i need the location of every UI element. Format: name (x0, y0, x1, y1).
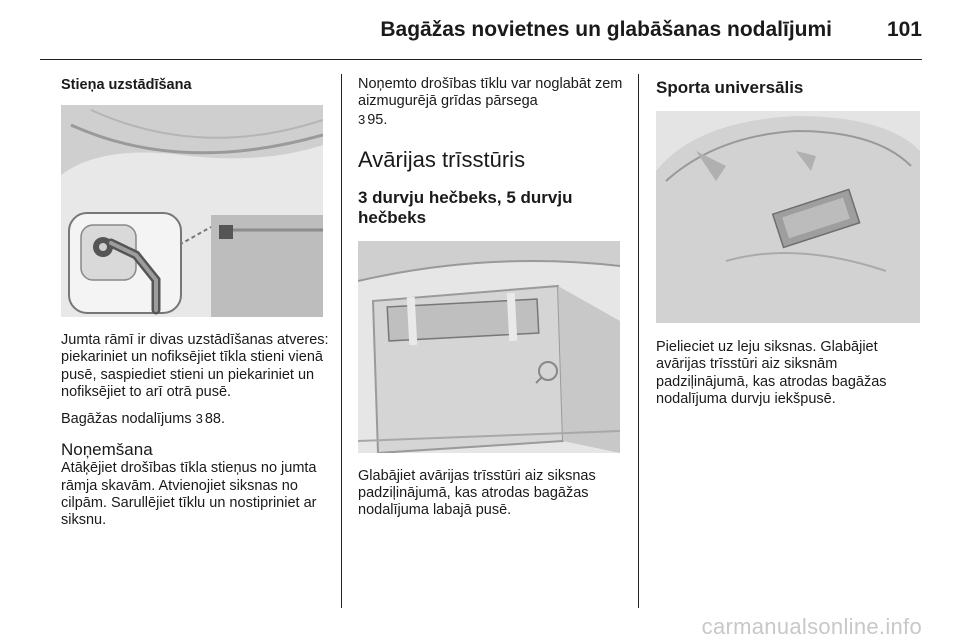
header-rule (40, 59, 922, 60)
column-2 (358, 74, 626, 520)
net-storage-text: Noņemto drošības tīklu var noglabāt zem aizmugurējā grīdas pārsega (358, 76, 623, 110)
heading-warning-triangle: Avārijas trīsstūris (358, 146, 526, 172)
cargo-ref-page: 88. (204, 411, 226, 428)
paragraph-cargo-ref (61, 410, 329, 428)
watermark: carmanualsonline.info (701, 614, 922, 639)
figure-sports-tourer-triangle-storage (656, 111, 920, 323)
net-storage-ref-page: 95. (367, 111, 388, 128)
paragraph-removal: Atāķējiet drošības tīkla stieņus no jumta rāmja skavām. Atvienojiet siksnas no cilpām. Sarullējiet tīklu un nostipriniet ar siksnu. (61, 460, 317, 529)
subheading-hatchback: 3 durvju hečbeks, 5 durvju hečbeks (358, 187, 573, 227)
paragraph-sports-tourer-storage: Pielieciet uz leju siksnas. Glabājiet avārijas trīsstūri aiz siksnām padziļinājumā, kas atrodas bagāžas nodalījuma durvju iekšpusē. (656, 339, 887, 407)
heading-sports-tourer: Sporta universālis (656, 78, 804, 97)
figure-hatchback-triangle-storage (358, 241, 620, 453)
section-title-bar-install: Stieņa uzstādīšana (61, 77, 192, 93)
subheading-removal: Noņemšana (61, 440, 153, 460)
paragraph-bar-install: Jumta rāmī ir divas uzstādīšanas atveres: piekariniet un nofiksējiet tīkla stieni vienā pusē, saspiediet stieni un piekariniet un nofiksējiet to arī otrā pusē. (61, 332, 329, 400)
column-divider-2 (638, 74, 639, 608)
figure-roof-bar-mount (61, 105, 323, 317)
column-3 (656, 74, 924, 408)
page-reference-icon: 3 (195, 411, 203, 427)
paragraph-net-storage (358, 76, 626, 129)
column-1 (61, 74, 329, 530)
page-number: 101 (886, 18, 922, 41)
header-title: Bagāžas novietnes un glabāšanas nodalījumi (380, 18, 832, 41)
cargo-ref-text: Bagāžas nodalījums (61, 411, 192, 428)
column-divider-1 (341, 74, 342, 608)
page-reference-icon: 3 (358, 111, 366, 127)
paragraph-hatchback-storage: Glabājiet avārijas trīsstūri aiz siksnas padziļinājumā, kas atrodas bagāžas nodalījuma labajā pusē. (358, 467, 596, 519)
